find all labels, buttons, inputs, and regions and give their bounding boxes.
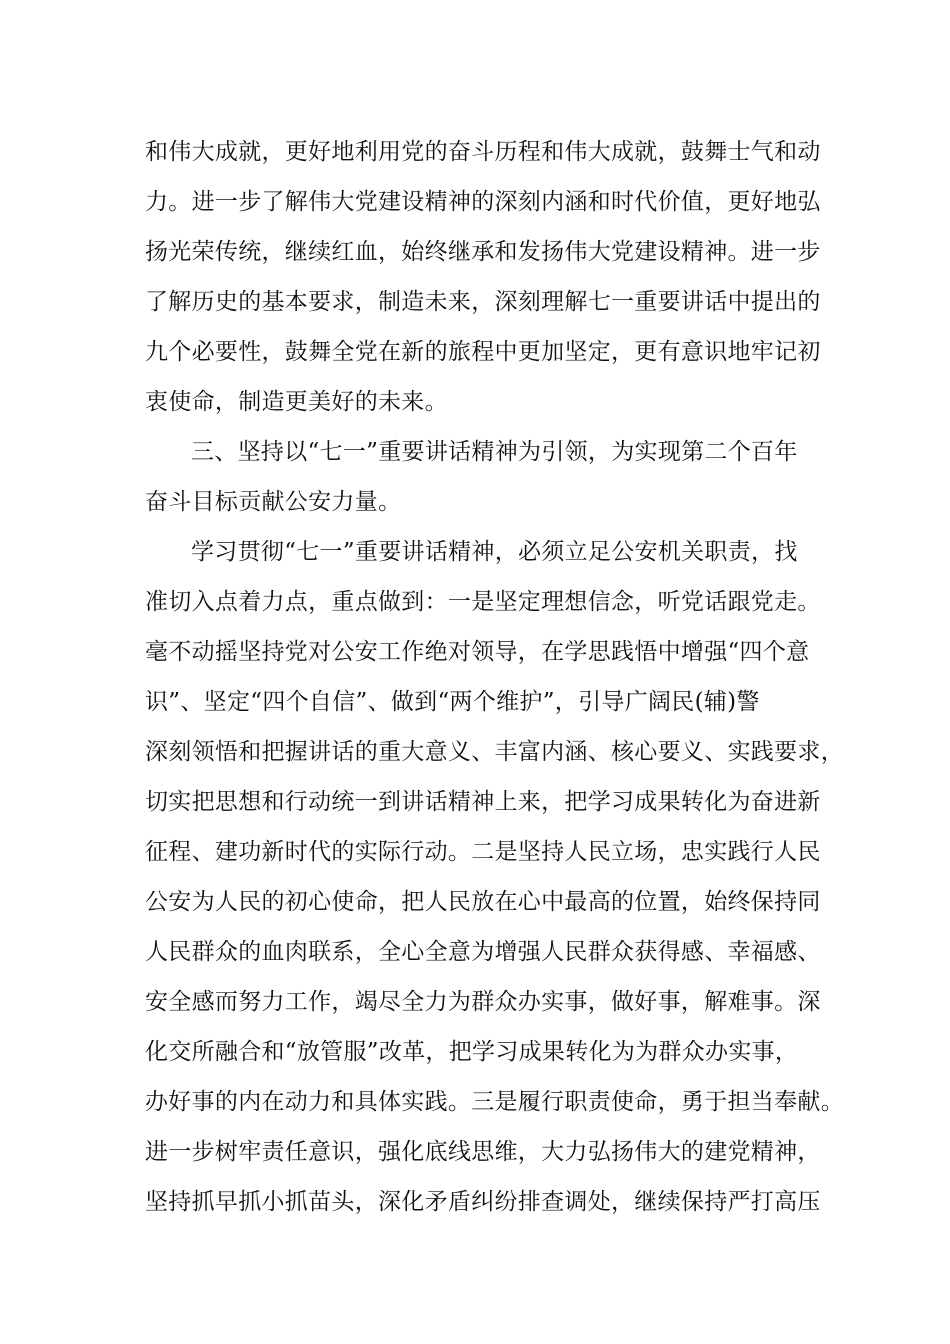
section-heading-line: 奋斗目标贡献公安力量。: [145, 489, 402, 515]
text-line: 和伟大成就，更好地利用党的奋斗历程和伟大成就，鼓舞士气和动: [145, 139, 821, 165]
text-line: 进一步树牢责任意识，强化底线思维，大力弘扬伟大的建党精神，: [145, 1139, 821, 1165]
text-line: 了解历史的基本要求，制造未来，深刻理解七一重要讲话中提出的: [145, 289, 821, 315]
text-line: 九个必要性，鼓舞全党在新的旅程中更加坚定，更有意识地牢记初: [145, 339, 821, 365]
text-line: 办好事的内在动力和具体实践。三是履行职责使命，勇于担当奉献。: [145, 1089, 844, 1115]
text-line: 安全感而努力工作，竭尽全力为群众办实事，做好事，解难事。深: [145, 989, 821, 1015]
text-line: 人民群众的血肉联系，全心全意为增强人民群众获得感、幸福感、: [145, 939, 821, 965]
text-line: 毫不动摇坚持党对公安工作绝对领导，在学思践悟中增强“四个意: [145, 639, 810, 665]
text-line: 识”、坚定“四个自信”、做到“两个维护”，引导广阔民(辅)警: [145, 689, 760, 715]
text-line: 深刻领悟和把握讲话的重大意义、丰富内涵、核心要义、实践要求，: [145, 739, 844, 765]
text-line: 衷使命，制造更美好的未来。: [145, 389, 448, 415]
text-line: 力。进一步了解伟大党建设精神的深刻内涵和时代价值，更好地弘: [145, 189, 821, 215]
text-line: 扬光荣传统，继续红血，始终继承和发扬伟大党建设精神。进一步: [145, 239, 821, 265]
text-line: 学习贯彻“七一”重要讲话精神，必须立足公安机关职责，找: [191, 539, 798, 565]
text-line: 准切入点着力点，重点做到：一是坚定理想信念，听党话跟党走。: [145, 589, 821, 615]
text-line: 化交所融合和“放管服”改革，把学习成果转化为为群众办实事，: [145, 1039, 799, 1065]
text-line: 征程、建功新时代的实际行动。二是坚持人民立场，忠实践行人民: [145, 839, 821, 865]
text-line: 坚持抓早抓小抓苗头，深化矛盾纠纷排查调处，继续保持严打高压: [145, 1189, 821, 1215]
section-heading-line: 三、坚持以“七一”重要讲话精神为引领，为实现第二个百年: [191, 439, 798, 465]
text-line: 公安为人民的初心使命，把人民放在心中最高的位置，始终保持同: [145, 889, 821, 915]
text-line: 切实把思想和行动统一到讲话精神上来，把学习成果转化为奋进新: [145, 789, 821, 815]
